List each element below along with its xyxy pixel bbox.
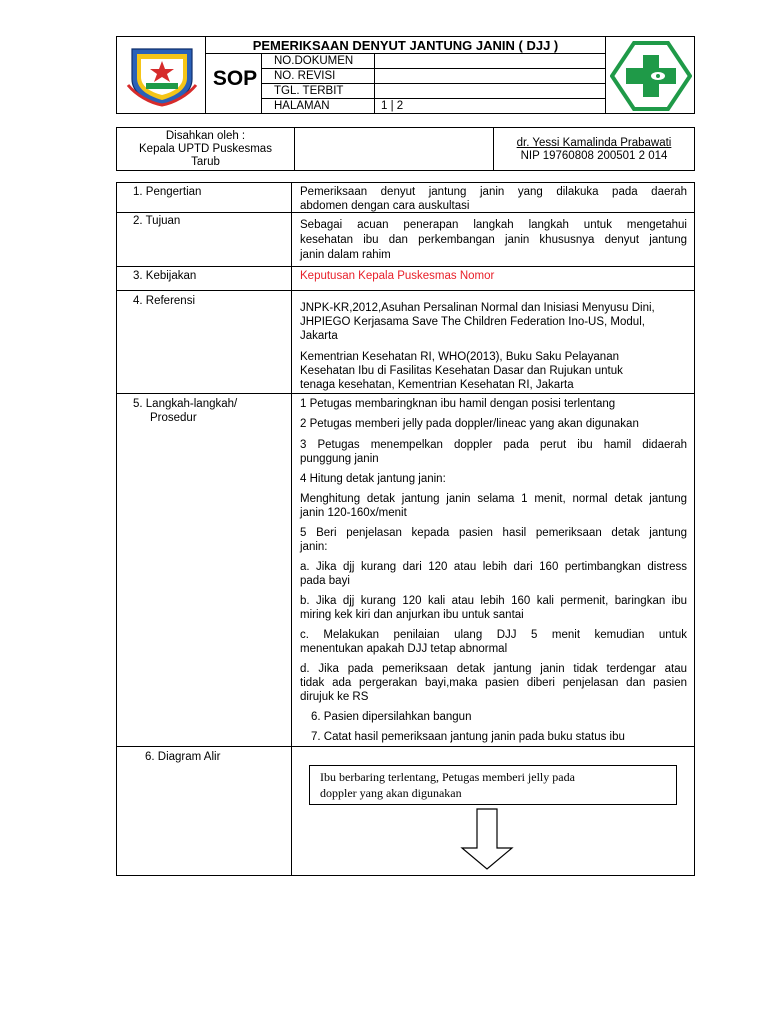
header-row-no-revisi xyxy=(261,69,602,84)
section-label-referensi: 4. Referensi xyxy=(133,295,196,307)
header-row-label: HALAMAN xyxy=(274,100,330,112)
step-1: 1 Petugas membaringknan ibu hamil dengan posisi terlentang xyxy=(300,398,616,410)
step-2: 2 Petugas memberi jelly pada doppler/lineac yang akan digunakan xyxy=(300,418,639,430)
sop-content-table xyxy=(116,182,695,876)
text-line: Kesehatan Ibu di Fasilitas Kesehatan Dasar dan Rujukan untuk xyxy=(300,365,623,377)
text-line: janin: xyxy=(300,541,328,553)
header-row-label: NO. REVISI xyxy=(274,70,336,82)
approval-position: Kepala UPTD Puskesmas xyxy=(139,143,272,155)
step-4: 4 Hitung detak jantung janin: xyxy=(300,473,446,485)
text-line: janin dalam rahim xyxy=(300,249,391,261)
sop-label: SOP xyxy=(212,67,258,90)
label-line: Prosedur xyxy=(150,412,197,424)
regency-emblem-logo xyxy=(124,45,200,107)
section-text-referensi-1 xyxy=(300,301,687,343)
header-row-label: TGL. TERBIT xyxy=(274,85,344,97)
text-line: a. Jika djj kurang dari 120 atau lebih dari 160 pertimbangkan distress xyxy=(300,561,687,573)
text-line: tidak ada pergerakan bayi,maka pasien diberi penjelasan dan pasien xyxy=(300,677,687,689)
header-row-tgl-terbit xyxy=(261,84,602,99)
text-line: Kementrian Kesehatan RI, WHO(2013), Buku Saku Pelayanan xyxy=(300,351,619,363)
section-text-kebijakan: Keputusan Kepala Puskesmas Nomor xyxy=(300,270,495,282)
text-line: janin 120-160x/menit xyxy=(300,507,407,519)
step-7: 7. Catat hasil pemeriksaan jantung janin pada buku status ibu xyxy=(311,731,625,743)
text-line: Menghitung detak jantung janin selama 1 menit, normal detak jantung xyxy=(300,493,687,505)
text-line: miring kek kiri dan anjurkan ibu untuk santai xyxy=(300,609,524,621)
text-line: Jakarta xyxy=(300,330,338,342)
document-header xyxy=(116,36,695,114)
text-line: pada bayi xyxy=(300,575,350,587)
text-line: 3 Petugas menempelkan doppler pada perut ibu hamil didaerah xyxy=(300,439,687,451)
signer-name: dr. Yessi Kamalinda Prabawati xyxy=(516,137,672,149)
text-line: b. Jika djj kurang 120 kali atau lebih 160 kali permenit, baringkan ibu xyxy=(300,595,687,607)
flowchart-down-arrow-icon xyxy=(460,808,514,870)
text-line: c. Melakukan penilaian ulang DJJ 5 menit kemudian untuk xyxy=(300,629,687,641)
text-line: Pemeriksaan denyut jantung janin yang dilakuka pada daerah xyxy=(300,186,687,198)
text-line: menentukan apakah DJJ tetap abnormal xyxy=(300,643,508,655)
flow-line: Ibu berbaring terlentang, Petugas memberi jelly pada xyxy=(320,770,575,784)
text-line: d. Jika pada pemeriksaan detak jantung janin tidak terdengar atau xyxy=(300,663,687,675)
section-label-kebijakan: 3. Kebijakan xyxy=(133,270,197,282)
approval-label: Disahkan oleh : xyxy=(165,130,246,142)
step-5c xyxy=(300,628,687,656)
step-6: 6. Pasien dipersilahkan bangun xyxy=(311,711,472,723)
step-5b xyxy=(300,594,687,622)
step-5 xyxy=(300,526,687,554)
text-line: 5 Beri penjelasan kepada pasien hasil pemeriksaan detak jantung xyxy=(300,527,687,539)
puskesmas-logo xyxy=(610,41,692,111)
section-text-tujuan xyxy=(300,218,687,263)
header-row-label: NO.DOKUMEN xyxy=(274,55,354,67)
approval-location: Tarub xyxy=(191,156,220,168)
text-line: kesehatan ibu dan perkembangan janin khususnya denyut jantung xyxy=(300,234,687,246)
signer-nip: NIP 19760808 200501 2 014 xyxy=(520,150,668,162)
section-label-prosedur xyxy=(133,397,237,425)
label-line: 5. Langkah-langkah/ xyxy=(133,398,238,410)
section-label-diagram-alir: 6. Diagram Alir xyxy=(145,751,221,763)
text-line: abdomen dengan cara auskultasi xyxy=(300,200,470,212)
document-title: PEMERIKSAAN DENYUT JANTUNG JANIN ( DJJ ) xyxy=(252,38,559,53)
step-5d xyxy=(300,662,687,704)
flowchart-step-box xyxy=(309,765,677,805)
header-row-halaman xyxy=(261,99,602,114)
step-4-detail xyxy=(300,492,687,520)
text-line: tenaga kesehatan, Kementrian Kesehatan RI, Jakarta xyxy=(300,379,574,391)
text-line: punggung janin xyxy=(300,453,379,465)
section-text-pengertian xyxy=(300,185,687,213)
step-5a xyxy=(300,560,687,588)
flow-line: doppler yang akan digunakan xyxy=(320,786,462,800)
section-label-tujuan: 2. Tujuan xyxy=(133,215,181,227)
text-line: JHPIEGO Kerjasama Save The Children Federation Ino-US, Modul, xyxy=(300,316,645,328)
text-line: dirujuk ke RS xyxy=(300,691,369,703)
text-line: JNPK-KR,2012,Asuhan Persalinan Normal dan Inisiasi Menyusu Dini, xyxy=(300,302,655,314)
section-text-referensi-2 xyxy=(300,350,687,392)
text-line: Sebagai acuan penerapan langkah langkah untuk mengetahui xyxy=(300,219,687,231)
step-3 xyxy=(300,438,687,466)
section-label-pengertian: 1. Pengertian xyxy=(133,186,202,198)
header-row-value: 1 | 2 xyxy=(381,100,404,112)
header-row-no-dokumen xyxy=(261,54,602,69)
approval-block xyxy=(116,127,695,171)
